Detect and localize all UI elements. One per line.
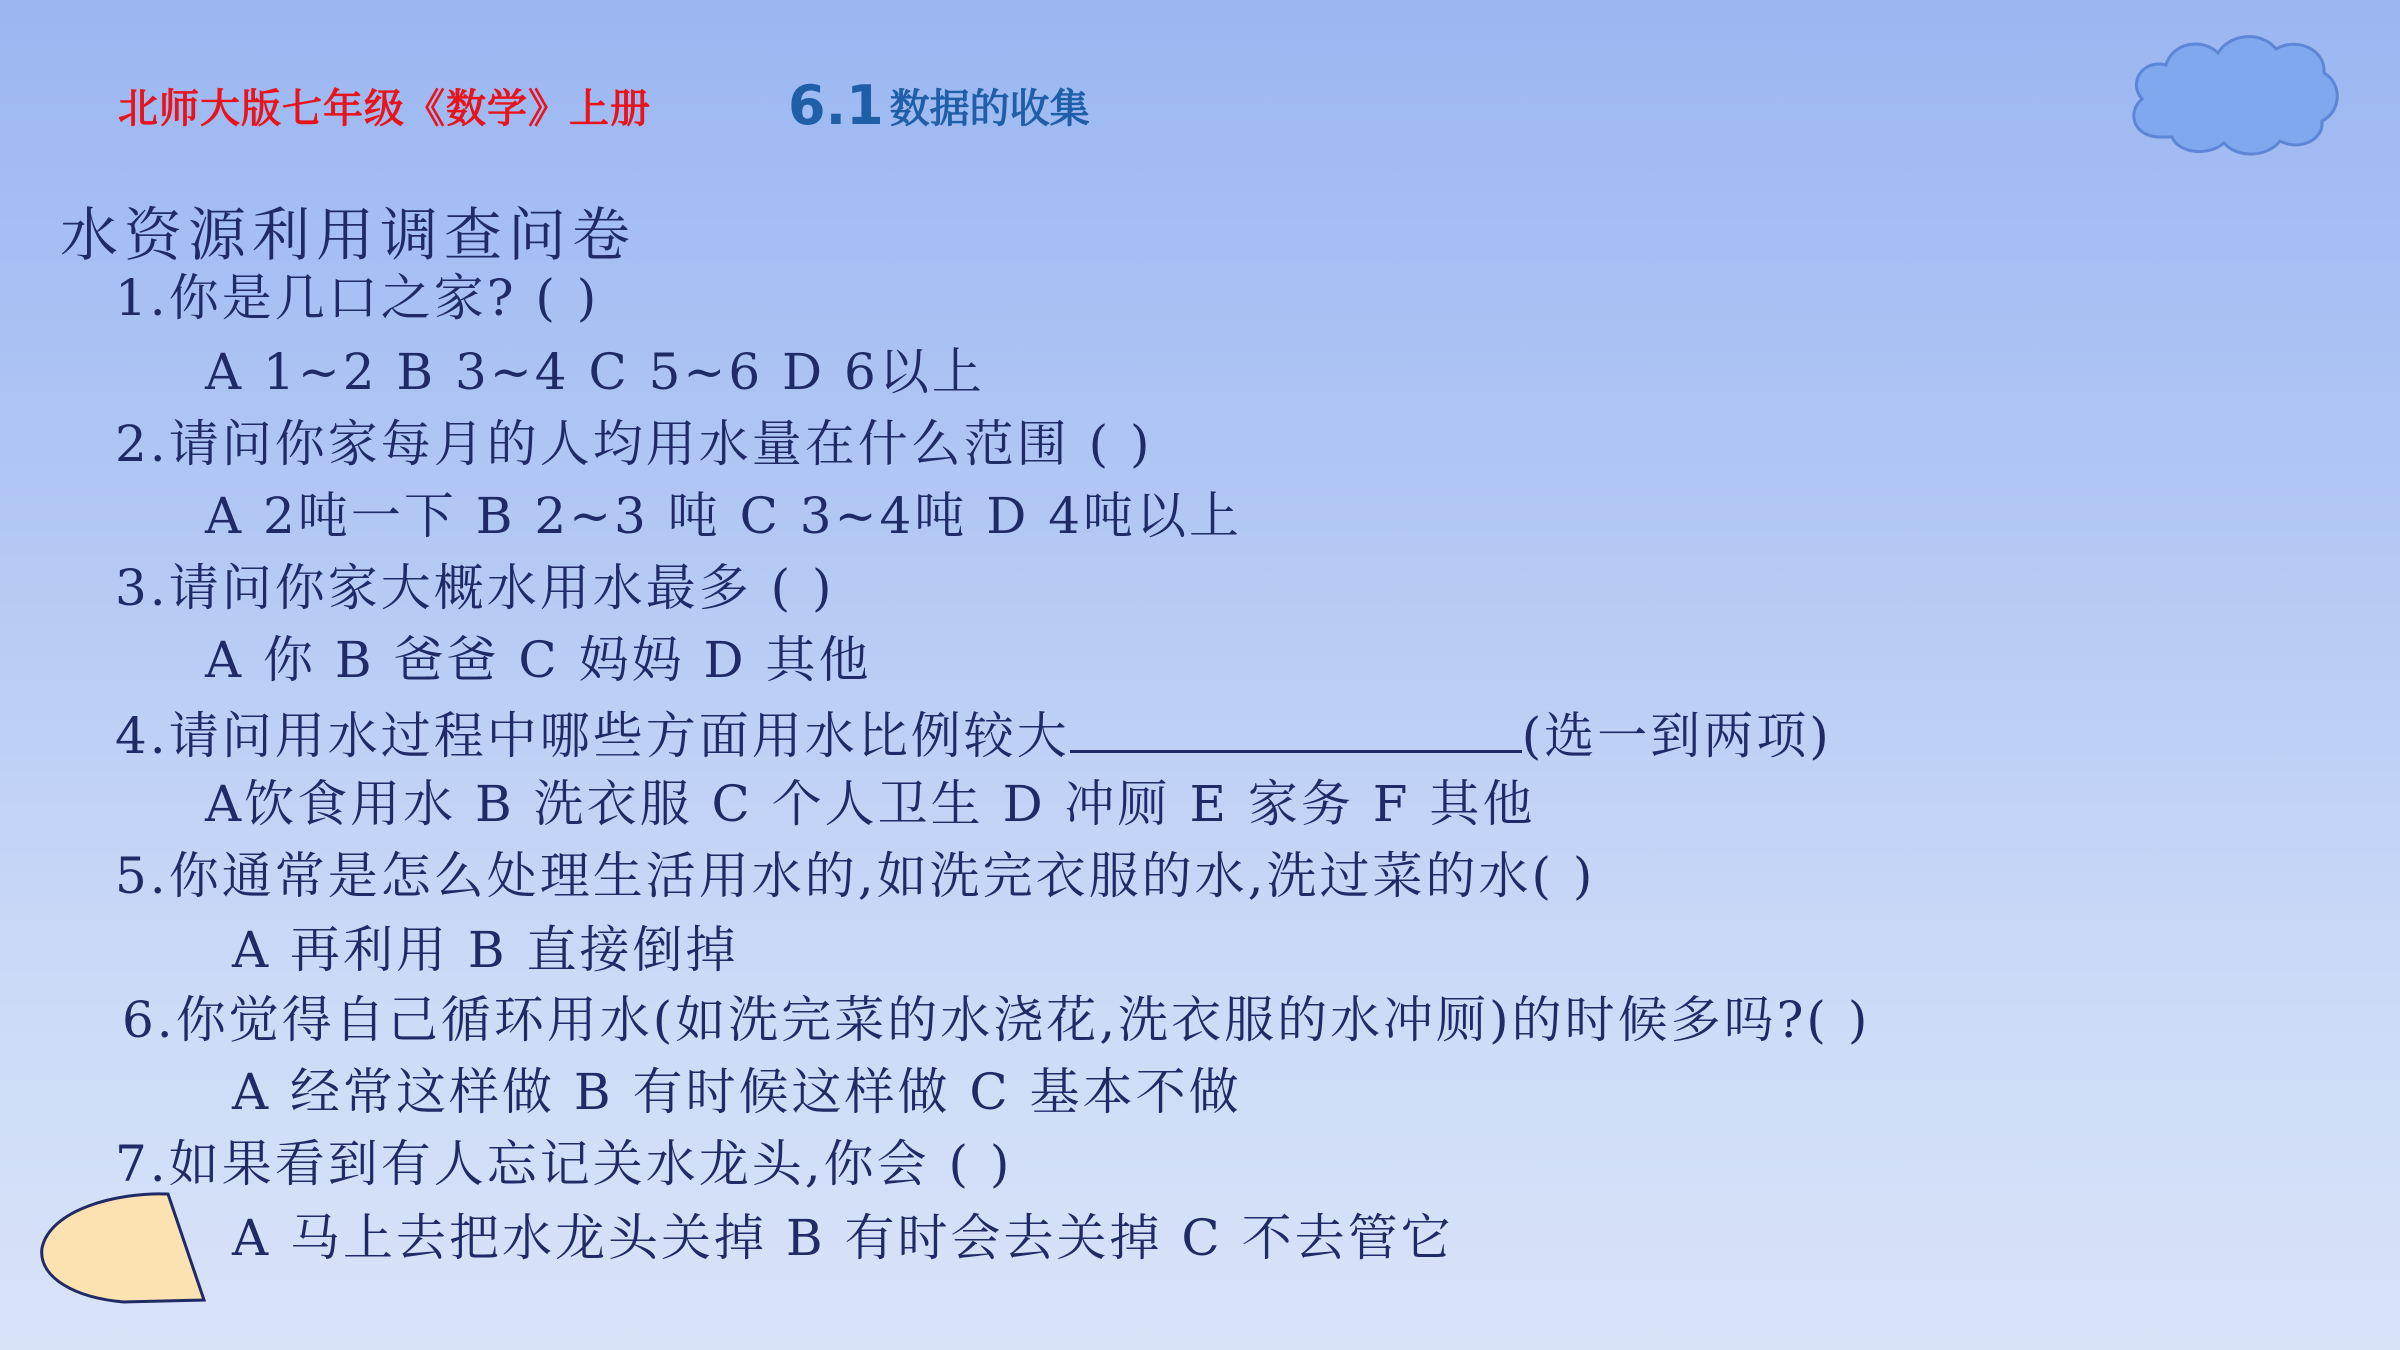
question-5: 5.你通常是怎么处理生活用水的,如洗完衣服的水,洗过菜的水( )	[115, 847, 1596, 905]
answer-blank	[1070, 702, 1522, 753]
question-5-options: A 再利用 B 直接倒掉	[232, 921, 739, 979]
question-7-options: A 马上去把水龙头关掉 B 有时会去关掉 C 不去管它	[232, 1209, 1454, 1267]
question-4	[115, 702, 1832, 766]
question-2: 2.请问你家每月的人均用水量在什么范围 ( )	[115, 415, 1153, 473]
section-title: 数据的收集	[889, 85, 1090, 132]
header-book-title	[118, 70, 651, 140]
section-number: 6.1	[788, 73, 884, 137]
question-3-options: A 你 B 爸爸 C 妈妈 D 其他	[205, 631, 872, 689]
book-title: 北师大版七年级《数学》上册	[118, 85, 651, 132]
question-7: 7.如果看到有人忘记关水龙头,你会 ( )	[115, 1135, 1013, 1193]
question-2-options: A 2吨一下 B 2~3 吨 C 3~4吨 D 4吨以上	[205, 487, 1243, 545]
question-4-note: (选一到两项)	[1521, 707, 1832, 765]
cloud-shape	[2120, 25, 2345, 160]
question-4-text: 4.请问用水过程中哪些方面用水比例较大	[115, 707, 1070, 765]
question-4-options: A饮食用水 B 洗衣服 C 个人卫生 D 冲厕 E 家务 F 其他	[205, 775, 1536, 833]
section-heading	[788, 70, 1090, 140]
question-1-options: A 1~2 B 3~4 C 5~6 D 6以上	[205, 343, 985, 401]
question-6: 6.你觉得自己循环用水(如洗完菜的水浇花,洗衣服的水冲厕)的时候多吗?( )	[122, 991, 1871, 1049]
quarter-shape	[36, 1190, 211, 1305]
question-6-options: A 经常这样做 B 有时候这样做 C 基本不做	[232, 1063, 1242, 1121]
survey-title: 水资源利用调查问卷	[60, 201, 637, 269]
question-3: 3.请问你家大概水用水最多 ( )	[115, 559, 835, 617]
question-1: 1.你是几口之家? ( )	[115, 269, 600, 327]
